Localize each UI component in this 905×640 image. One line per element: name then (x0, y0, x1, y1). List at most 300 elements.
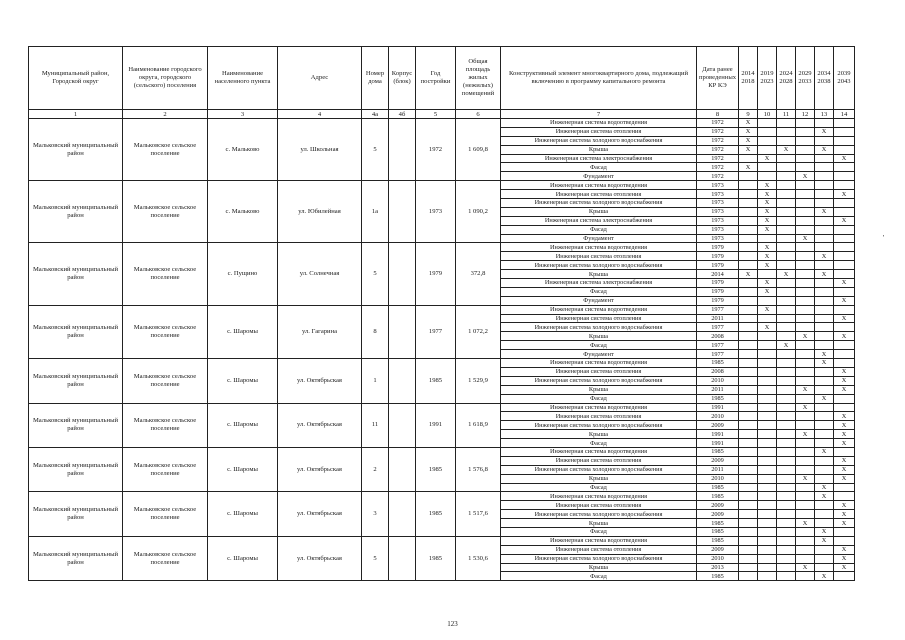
period-mark-cell (777, 296, 796, 305)
element-name-cell: Инженерная система холодного водоснабжения (501, 261, 697, 270)
element-name-cell: Инженерная система отопления (501, 190, 697, 199)
col-number: 14 (834, 110, 855, 119)
period-mark-cell (758, 439, 777, 448)
period-mark-cell (739, 261, 758, 270)
period-mark-cell (758, 412, 777, 421)
period-mark-cell: X (834, 456, 855, 465)
col-number: 9 (739, 110, 758, 119)
area-cell: 1 072,2 (456, 305, 501, 358)
period-mark-cell (834, 119, 855, 128)
block-cell (389, 359, 416, 403)
period-mark-cell (796, 501, 815, 510)
period-mark-cell (777, 234, 796, 243)
period-mark-cell (777, 430, 796, 439)
col-header-period: 2014 2018 (739, 47, 758, 110)
prior-repair-date-cell: 1973 (697, 190, 739, 199)
period-mark-cell (815, 341, 834, 350)
col-number: 4 (278, 110, 362, 119)
district-cell: Мальковский муниципальный район (29, 359, 123, 403)
period-mark-cell (796, 181, 815, 190)
period-mark-cell: X (758, 190, 777, 199)
period-mark-cell (758, 127, 777, 136)
period-mark-cell (815, 296, 834, 305)
element-name-cell: Инженерная система холодного водоснабжения (501, 323, 697, 332)
prior-repair-date-cell: 1973 (697, 207, 739, 216)
period-mark-cell (834, 145, 855, 154)
year-built-cell: 1985 (416, 536, 456, 580)
period-mark-cell (777, 492, 796, 501)
area-cell: 1 618,9 (456, 403, 501, 447)
period-mark-cell (796, 439, 815, 448)
street-cell: ул. Школьная (278, 119, 362, 181)
col-number: 10 (758, 110, 777, 119)
period-mark-cell (796, 199, 815, 208)
period-mark-cell (758, 136, 777, 145)
period-mark-cell (796, 447, 815, 456)
element-name-cell: Инженерная система водоотведения (501, 403, 697, 412)
col-number: 7 (501, 110, 697, 119)
element-name-cell: Инженерная система холодного водоснабжения (501, 465, 697, 474)
element-name-cell: Инженерная система отопления (501, 252, 697, 261)
element-name-cell: Инженерная система отопления (501, 412, 697, 421)
period-mark-cell: X (815, 527, 834, 536)
col-number: 2 (123, 110, 208, 119)
prior-repair-date-cell: 2010 (697, 554, 739, 563)
period-mark-cell: X (834, 367, 855, 376)
period-mark-cell (796, 119, 815, 128)
table-body (29, 119, 855, 581)
col-number: 8 (697, 110, 739, 119)
col-number: 6 (456, 110, 501, 119)
locality-cell: с. Шаромы (208, 359, 278, 403)
period-mark-cell (758, 572, 777, 581)
district-cell: Мальковский муниципальный район (29, 447, 123, 491)
period-mark-cell (777, 305, 796, 314)
prior-repair-date-cell: 1991 (697, 439, 739, 448)
period-mark-cell (815, 154, 834, 163)
period-mark-cell (758, 483, 777, 492)
col-header-period: 2039 2043 (834, 47, 855, 110)
period-mark-cell (739, 403, 758, 412)
prior-repair-date-cell: 1979 (697, 243, 739, 252)
block-cell (389, 536, 416, 580)
element-name-cell: Инженерная система водоотведения (501, 359, 697, 368)
element-name-cell: Фасад (501, 163, 697, 172)
period-mark-cell: X (834, 376, 855, 385)
period-mark-cell (739, 216, 758, 225)
period-mark-cell (777, 261, 796, 270)
period-mark-cell (834, 447, 855, 456)
year-built-cell: 1985 (416, 447, 456, 491)
prior-repair-date-cell: 2010 (697, 412, 739, 421)
period-mark-cell (834, 341, 855, 350)
period-mark-cell (739, 172, 758, 181)
table-row (29, 119, 855, 128)
period-mark-cell (777, 287, 796, 296)
element-name-cell: Инженерная система водоотведения (501, 536, 697, 545)
prior-repair-date-cell: 1991 (697, 430, 739, 439)
col-header-period: 2019 2023 (758, 47, 777, 110)
period-mark-cell (777, 136, 796, 145)
prior-repair-date-cell: 2009 (697, 501, 739, 510)
period-mark-cell (815, 403, 834, 412)
prior-repair-date-cell: 1973 (697, 216, 739, 225)
prior-repair-date-cell: 1972 (697, 172, 739, 181)
district-cell: Мальковский муниципальный район (29, 243, 123, 305)
prior-repair-date-cell: 1977 (697, 341, 739, 350)
period-mark-cell: X (834, 545, 855, 554)
period-mark-cell (796, 296, 815, 305)
col-header-element: Конструктивный элемент многоквартирного дома, подлежащий включению в программу капитального ремонта (501, 47, 697, 110)
element-name-cell: Инженерная система отопления (501, 367, 697, 376)
period-mark-cell (796, 261, 815, 270)
period-mark-cell (758, 163, 777, 172)
period-mark-cell (758, 394, 777, 403)
period-mark-cell (834, 572, 855, 581)
period-mark-cell: X (834, 412, 855, 421)
period-mark-cell: X (834, 501, 855, 510)
period-mark-cell (777, 376, 796, 385)
period-mark-cell: X (815, 270, 834, 279)
prior-repair-date-cell: 1972 (697, 154, 739, 163)
period-mark-cell: X (758, 181, 777, 190)
period-mark-cell (758, 350, 777, 359)
period-mark-cell: X (834, 314, 855, 323)
period-mark-cell (777, 447, 796, 456)
period-mark-cell (815, 332, 834, 341)
period-mark-cell (739, 332, 758, 341)
period-mark-cell (815, 163, 834, 172)
period-mark-cell: X (815, 252, 834, 261)
prior-repair-date-cell: 2009 (697, 421, 739, 430)
period-mark-cell (815, 421, 834, 430)
element-name-cell: Фасад (501, 341, 697, 350)
street-cell: ул. Солнечная (278, 243, 362, 305)
period-mark-cell: X (796, 234, 815, 243)
period-mark-cell (777, 359, 796, 368)
locality-cell: с. Шаромы (208, 403, 278, 447)
period-mark-cell (777, 172, 796, 181)
period-mark-cell (834, 252, 855, 261)
period-mark-cell (796, 554, 815, 563)
block-cell (389, 119, 416, 181)
period-mark-cell (758, 456, 777, 465)
prior-repair-date-cell: 1979 (697, 287, 739, 296)
period-mark-cell: X (834, 332, 855, 341)
period-mark-cell (739, 412, 758, 421)
period-mark-cell (739, 483, 758, 492)
period-mark-cell (758, 447, 777, 456)
prior-repair-date-cell: 1972 (697, 145, 739, 154)
period-mark-cell: X (834, 430, 855, 439)
element-name-cell: Инженерная система электроснабжения (501, 154, 697, 163)
period-mark-cell: X (796, 403, 815, 412)
block-cell (389, 181, 416, 243)
locality-cell: с. Мальково (208, 119, 278, 181)
prior-repair-date-cell: 1985 (697, 447, 739, 456)
period-mark-cell (739, 501, 758, 510)
period-mark-cell (777, 225, 796, 234)
element-name-cell: Фундамент (501, 350, 697, 359)
period-mark-cell (777, 207, 796, 216)
column-number-row (29, 110, 855, 119)
period-mark-cell: X (815, 394, 834, 403)
prior-repair-date-cell: 1973 (697, 199, 739, 208)
period-mark-cell (758, 359, 777, 368)
period-mark-cell: X (815, 572, 834, 581)
year-built-cell: 1985 (416, 492, 456, 536)
period-mark-cell (758, 492, 777, 501)
period-mark-cell (815, 474, 834, 483)
period-mark-cell (834, 403, 855, 412)
period-mark-cell (739, 287, 758, 296)
period-mark-cell (815, 279, 834, 288)
period-mark-cell: X (834, 154, 855, 163)
period-mark-cell: X (834, 465, 855, 474)
period-mark-cell (758, 332, 777, 341)
period-mark-cell (739, 296, 758, 305)
table-row (29, 447, 855, 456)
street-cell: ул. Гагарина (278, 305, 362, 358)
period-mark-cell: X (758, 252, 777, 261)
period-mark-cell (758, 119, 777, 128)
period-mark-cell: X (739, 163, 758, 172)
period-mark-cell (758, 563, 777, 572)
district-cell: Мальковский муниципальный район (29, 536, 123, 580)
period-mark-cell (815, 172, 834, 181)
year-built-cell: 1972 (416, 119, 456, 181)
period-mark-cell: X (758, 279, 777, 288)
period-mark-cell (796, 305, 815, 314)
period-mark-cell (739, 519, 758, 528)
period-mark-cell (758, 145, 777, 154)
period-mark-cell (758, 510, 777, 519)
period-mark-cell (834, 207, 855, 216)
locality-cell: с. Шаромы (208, 305, 278, 358)
period-mark-cell (777, 527, 796, 536)
col-header-house: Номер дома (362, 47, 389, 110)
period-mark-cell (815, 190, 834, 199)
period-mark-cell (815, 181, 834, 190)
period-mark-cell: X (758, 323, 777, 332)
period-mark-cell (777, 119, 796, 128)
period-mark-cell (739, 367, 758, 376)
period-mark-cell: X (815, 127, 834, 136)
settlement-cell: Мальковское сельское поселение (123, 536, 208, 580)
repair-program-table (28, 46, 855, 581)
prior-repair-date-cell: 2011 (697, 385, 739, 394)
period-mark-cell (758, 474, 777, 483)
col-header-district: Муниципальный район, Городской округ (29, 47, 123, 110)
settlement-cell: Мальковское сельское поселение (123, 243, 208, 305)
period-mark-cell (796, 341, 815, 350)
period-mark-cell (815, 314, 834, 323)
prior-repair-date-cell: 2008 (697, 367, 739, 376)
col-number: 11 (777, 110, 796, 119)
year-built-cell: 1973 (416, 181, 456, 243)
period-mark-cell: X (834, 474, 855, 483)
house-number-cell: 5 (362, 243, 389, 305)
period-mark-cell (815, 367, 834, 376)
element-name-cell: Фасад (501, 572, 697, 581)
period-mark-cell: X (796, 563, 815, 572)
period-mark-cell (834, 172, 855, 181)
period-mark-cell (739, 510, 758, 519)
period-mark-cell (815, 216, 834, 225)
element-name-cell: Крыша (501, 563, 697, 572)
period-mark-cell (815, 563, 834, 572)
period-mark-cell (796, 545, 815, 554)
margin-mark: ' (883, 234, 885, 242)
period-mark-cell (739, 314, 758, 323)
period-mark-cell (758, 403, 777, 412)
locality-cell: с. Шаромы (208, 536, 278, 580)
settlement-cell: Мальковское сельское поселение (123, 181, 208, 243)
period-mark-cell (739, 536, 758, 545)
period-mark-cell: X (758, 207, 777, 216)
period-mark-cell: X (815, 350, 834, 359)
period-mark-cell (777, 154, 796, 163)
period-mark-cell: X (796, 519, 815, 528)
period-mark-cell: X (834, 385, 855, 394)
period-mark-cell (777, 243, 796, 252)
period-mark-cell (796, 127, 815, 136)
period-mark-cell (834, 136, 855, 145)
period-mark-cell (796, 287, 815, 296)
period-mark-cell (834, 234, 855, 243)
period-mark-cell (777, 519, 796, 528)
period-mark-cell (796, 314, 815, 323)
settlement-cell: Мальковское сельское поселение (123, 403, 208, 447)
element-name-cell: Инженерная система холодного водоснабжения (501, 510, 697, 519)
period-mark-cell (739, 234, 758, 243)
period-mark-cell (739, 359, 758, 368)
period-mark-cell (834, 350, 855, 359)
period-mark-cell (815, 234, 834, 243)
element-name-cell: Крыша (501, 430, 697, 439)
period-mark-cell: X (796, 385, 815, 394)
period-mark-cell (758, 536, 777, 545)
period-mark-cell (796, 154, 815, 163)
period-mark-cell (777, 403, 796, 412)
period-mark-cell (777, 279, 796, 288)
element-name-cell: Фасад (501, 394, 697, 403)
period-mark-cell (739, 207, 758, 216)
period-mark-cell (834, 492, 855, 501)
period-mark-cell (815, 501, 834, 510)
element-name-cell: Фундамент (501, 296, 697, 305)
period-mark-cell (758, 421, 777, 430)
area-cell: 1 529,9 (456, 359, 501, 403)
prior-repair-date-cell: 1979 (697, 279, 739, 288)
year-built-cell: 1985 (416, 359, 456, 403)
period-mark-cell: X (815, 207, 834, 216)
prior-repair-date-cell: 1977 (697, 323, 739, 332)
locality-cell: с. Шаромы (208, 492, 278, 536)
house-number-cell: 5 (362, 119, 389, 181)
period-mark-cell (834, 359, 855, 368)
prior-repair-date-cell: 1985 (697, 394, 739, 403)
period-mark-cell (796, 394, 815, 403)
period-mark-cell: X (834, 510, 855, 519)
element-name-cell: Инженерная система холодного водоснабжения (501, 421, 697, 430)
col-number: 4б (389, 110, 416, 119)
period-mark-cell (758, 367, 777, 376)
locality-cell: с. Мальково (208, 181, 278, 243)
period-mark-cell (815, 519, 834, 528)
period-mark-cell (739, 279, 758, 288)
settlement-cell: Мальковское сельское поселение (123, 119, 208, 181)
period-mark-cell (777, 252, 796, 261)
block-cell (389, 492, 416, 536)
period-mark-cell (777, 163, 796, 172)
element-name-cell: Инженерная система водоотведения (501, 447, 697, 456)
prior-repair-date-cell: 2010 (697, 474, 739, 483)
prior-repair-date-cell: 1985 (697, 359, 739, 368)
period-mark-cell (796, 243, 815, 252)
page-number: 123 (447, 620, 458, 628)
period-mark-cell (739, 430, 758, 439)
element-name-cell: Фундамент (501, 172, 697, 181)
street-cell: ул. Октябрьская (278, 359, 362, 403)
prior-repair-date-cell: 1972 (697, 136, 739, 145)
col-number: 13 (815, 110, 834, 119)
period-mark-cell (834, 181, 855, 190)
period-mark-cell (834, 483, 855, 492)
period-mark-cell (777, 314, 796, 323)
period-mark-cell (758, 527, 777, 536)
period-mark-cell (815, 430, 834, 439)
period-mark-cell: X (777, 270, 796, 279)
period-mark-cell (758, 519, 777, 528)
period-mark-cell (739, 439, 758, 448)
element-name-cell: Инженерная система водоотведения (501, 119, 697, 128)
element-name-cell: Инженерная система отопления (501, 501, 697, 510)
element-name-cell: Инженерная система водоотведения (501, 181, 697, 190)
period-mark-cell: X (815, 447, 834, 456)
element-name-cell: Инженерная система отопления (501, 127, 697, 136)
period-mark-cell (777, 563, 796, 572)
period-mark-cell (739, 447, 758, 456)
settlement-cell: Мальковское сельское поселение (123, 359, 208, 403)
period-mark-cell (777, 367, 796, 376)
period-mark-cell: X (796, 474, 815, 483)
period-mark-cell (834, 287, 855, 296)
prior-repair-date-cell: 2009 (697, 545, 739, 554)
street-cell: ул. Октябрьская (278, 536, 362, 580)
period-mark-cell (777, 190, 796, 199)
table-row (29, 403, 855, 412)
period-mark-cell (815, 510, 834, 519)
period-mark-cell (796, 207, 815, 216)
prior-repair-date-cell: 2009 (697, 456, 739, 465)
period-mark-cell (758, 314, 777, 323)
period-mark-cell (815, 456, 834, 465)
house-number-cell: 1 (362, 359, 389, 403)
period-mark-cell (796, 376, 815, 385)
period-mark-cell (739, 421, 758, 430)
period-mark-cell (815, 412, 834, 421)
house-number-cell: 2 (362, 447, 389, 491)
period-mark-cell (796, 350, 815, 359)
period-mark-cell (777, 127, 796, 136)
period-mark-cell (739, 474, 758, 483)
element-name-cell: Инженерная система электроснабжения (501, 216, 697, 225)
element-name-cell: Инженерная система отопления (501, 545, 697, 554)
element-name-cell: Инженерная система водоотведения (501, 243, 697, 252)
prior-repair-date-cell: 1985 (697, 519, 739, 528)
block-cell (389, 305, 416, 358)
